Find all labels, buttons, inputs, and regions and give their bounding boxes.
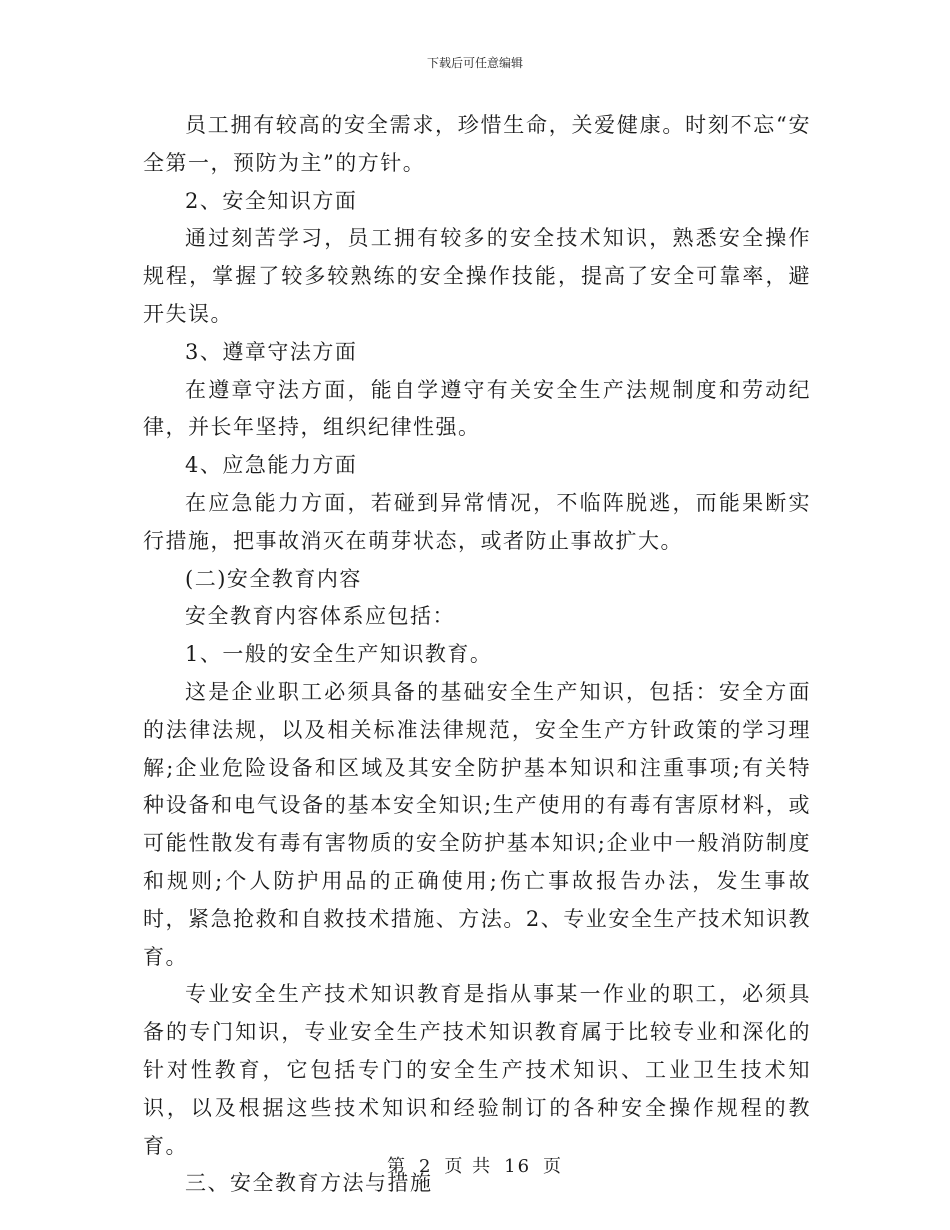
page-footer: [0, 1152, 950, 1178]
page-total: 16: [504, 1156, 532, 1177]
section-heading: 2、安全知识方面: [185, 188, 358, 213]
paragraph: 专业安全生产技术知识教育是指从事某一作业的职工，必须具备的专门知识，专业安全生产技术知识教育属于比较专业和深化的针对性教育，它包括专门的安全生产技术知识、工业卫生技术知识，以及根据这些技术知识和经验制订的各种安全操作规程的教育。: [143, 982, 811, 1158]
paragraph: 通过刻苦学习，员工拥有较多的安全技术知识，熟悉安全操作规程，掌握了较多较熟练的安全操作技能，提高了安全可靠率，避开失误。: [143, 226, 811, 326]
footer-prefix: 第: [386, 1156, 407, 1177]
page-header: 下载后可任意编辑: [426, 56, 523, 70]
document-body: [143, 107, 811, 1203]
paragraph: 这是企业职工必须具备的基础安全生产知识，包括：安全方面的法律法规，以及相关标准法律规范，安全生产方针政策的学习理解;企业危险设备和区域及其安全防护基本知识和注重事项;有关特种设备和电气设备的基本安全知识;生产使用的有毒有害原材料，或可能性散发有毒有害物质的安全防护基本知识;企业中一般消防制度和规则;个人防护用品的正确使用;伤亡事故报告办法，发生事故时，紧急抢救和自救技术措施、方法。2、专业安全生产技术知识教育。: [143, 679, 811, 969]
section-heading: 三、安全教育方法与措施: [185, 1171, 433, 1196]
paragraph: 员工拥有较高的安全需求，珍惜生命，关爱健康。时刻不忘“安全第一，预防为主”的方针。: [143, 113, 811, 175]
section-heading: (二)安全教育内容: [185, 566, 362, 591]
paragraph: 在遵章守法方面，能自学遵守有关安全生产法规制度和劳动纪律，并长年坚持，组织纪律性强。: [143, 377, 811, 440]
page-number: 2: [418, 1156, 433, 1177]
section-heading: 3、遵章守法方面: [185, 339, 358, 364]
paragraph: 安全教育内容体系应包括：: [185, 604, 455, 629]
section-heading: 1、一般的安全生产知识教育。: [185, 642, 493, 667]
paragraph: 在应急能力方面，若碰到异常情况，不临阵脱逃，而能果断实行措施，把事故消灭在萌芽状态，或者防止事故扩大。: [143, 490, 811, 553]
section-heading: 4、应急能力方面: [185, 453, 358, 478]
footer-middle: 页 共: [444, 1156, 493, 1177]
footer-suffix: 页: [543, 1156, 564, 1177]
